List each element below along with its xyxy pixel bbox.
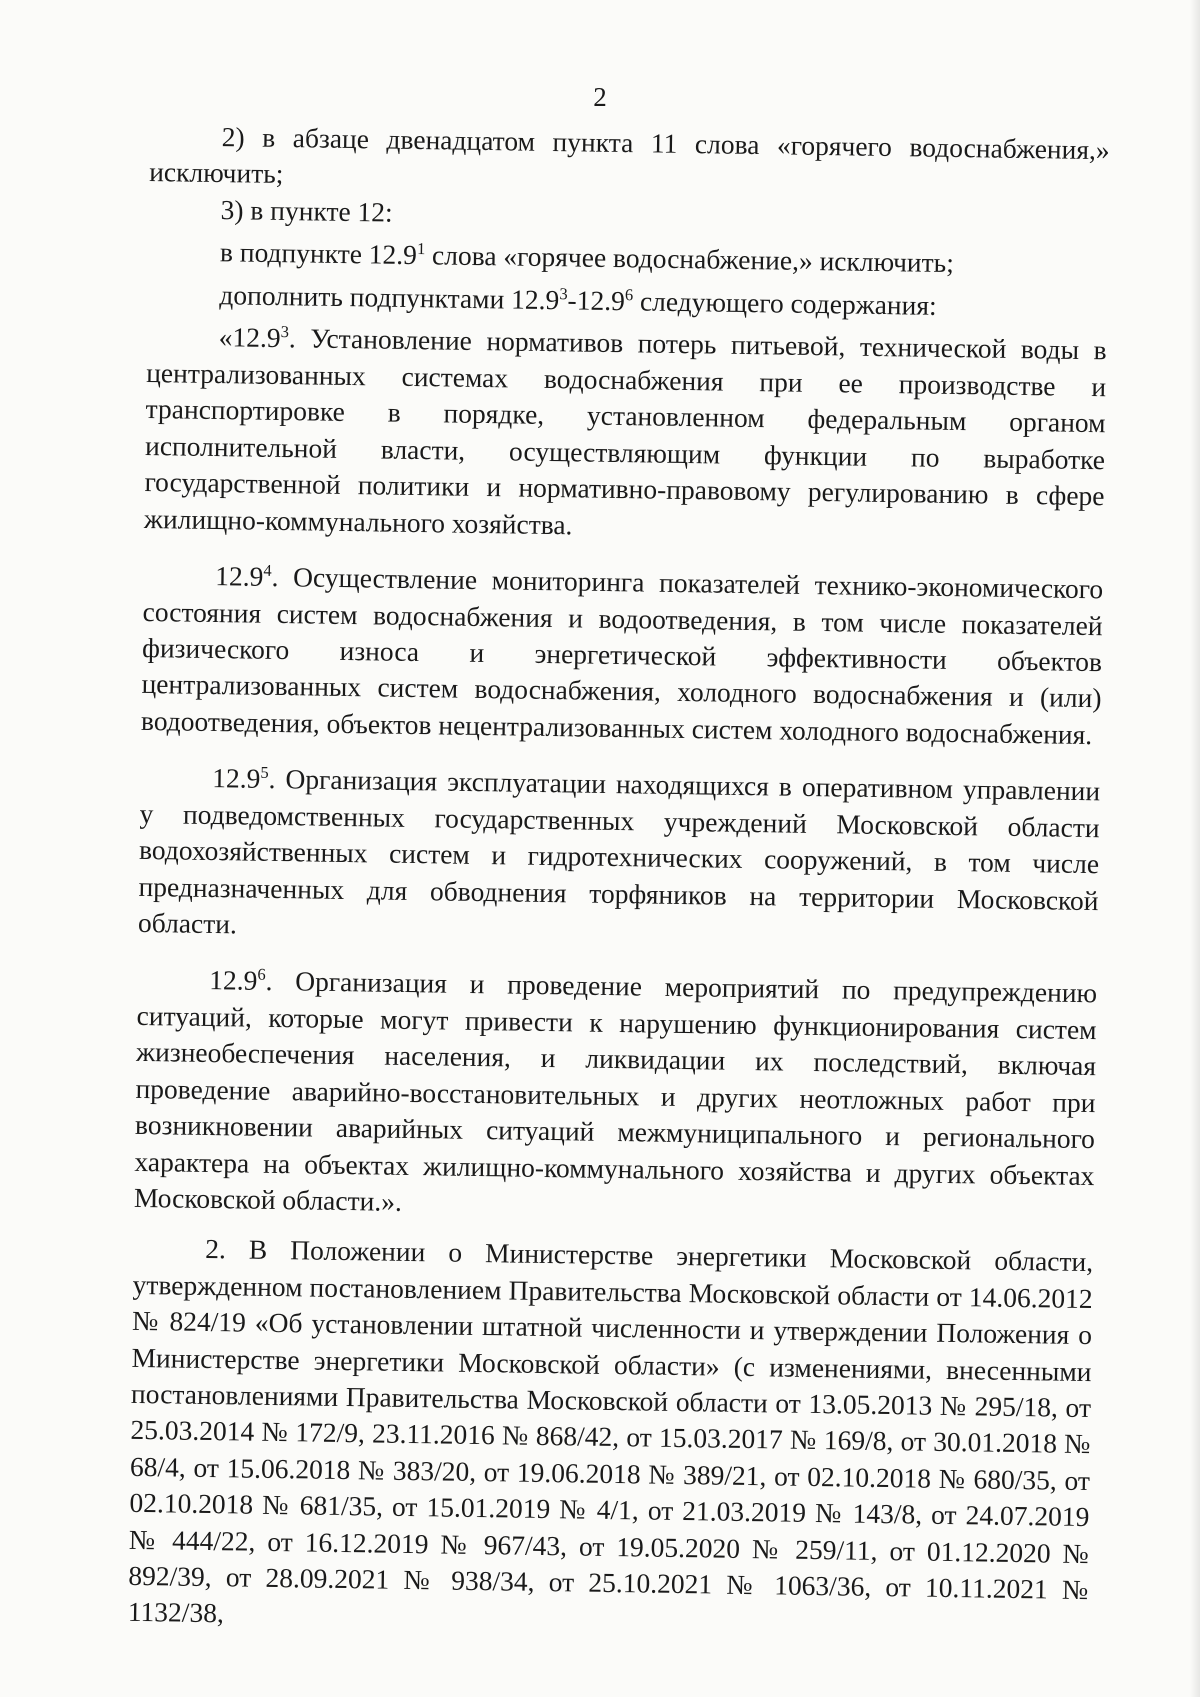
- paragraph-p6: 12.9$^4$. Осуществление мониторинга показателей технико-экономического состояния систем водоснабжения и водоотведения, в том числе показателей физического износа и энергетической эффективности объектов централизованных систем водоснабжения, холодного водоснабжения и (или) водоотведения, объектов нецентрализованных систем холодного водоснабжения.: [140, 560, 1104, 750]
- paragraph-p9: 2. В Положении о Министерстве энергетики Московской области, утвержденном постановлением Правительства Московской области от 14.06.2012 № 824/19 «Об установлении штатной численности и утверждении Положения о Министерстве энергетики Московской области» (с изменениями, внесенными постановлениями Правительства Московской области от 13.05.2013 № 295/18, от 25.03.2014 № 172/9, 23.11.2016 № 868/42, от 15.03.2017 № 169/8, от 30.01.2018 № 68/4, от 15.06.2018 № 383/20, от 19.06.2018 № 389/21, от 02.10.2018 № 680/35, от 02.10.2018 № 681/35, от 15.01.2019 № 4/1, от 21.03.2019 № 143/8, от 24.07.2019 № 444/22, от 16.12.2019 № 967/43, от 19.05.2020 № 259/11, от 01.12.2020 № 892/39, от 28.09.2021 № 938/34, от 25.10.2021 № 1063/36, от 10.11.2021 № 1132/38,: [127, 1233, 1094, 1629]
- paragraph-p4: дополнить подпунктами 12.9$^3$-12.9$^6$ следующего содержания:: [219, 278, 937, 321]
- superscript: 4: [263, 560, 272, 580]
- superscript: 6: [624, 284, 634, 304]
- paragraph-p3: в подпункте 12.9$^1$ слова «горячее водоснабжение,» исключить;: [219, 236, 955, 279]
- superscript: 3: [280, 322, 290, 342]
- superscript: 1: [416, 239, 426, 259]
- paragraph-p7: 12.9$^5$. Организация эксплуатации находящихся в оперативном управлении у подведомственных государственных учреждений Московской области водохозяйственных систем и гидротехнических сооружений, в том числе предназначенных для обводнения торфяников на территории Московской области.: [137, 762, 1101, 940]
- superscript: 5: [260, 762, 269, 782]
- paragraph-p8: 12.9$^6$. Организация и проведение мероприятий по предупреждению ситуаций, которые могут привести к нарушению функционирования систем жизнеобеспечения населения, и ликвидации их последствий, включая проведение аварийно-восстановительных и других неотложных работ при возникновении аварийных ситуаций межмуниципального и регионального характера на объектах жилищно-коммунального хозяйства и других объектах Московской области.».: [133, 964, 1098, 1217]
- superscript: 6: [257, 965, 266, 985]
- document-body: [128, 118, 1110, 1645]
- page-number: 2: [593, 82, 607, 112]
- paragraph-p1: 2) в абзаце двенадцатом пункта 11 слова «горячего водоснабжения,» исключить;: [148, 121, 1110, 190]
- superscript: 3: [559, 283, 568, 303]
- paragraph-p2: 3) в пункте 12:: [220, 193, 393, 228]
- scan-edge: [1190, 0, 1200, 1697]
- paragraph-p5: «12.9$^3$. Установление нормативов потерь питьевой, технической воды в централизованных системах водоснабжения при ее производстве и транспортировке в порядке, установленном федеральным органом исполнительной власти, осуществляющим функции по выработке государственной политики и нормативно-правовому регулированию в сфере жилищно-коммунального хозяйства.: [143, 321, 1107, 540]
